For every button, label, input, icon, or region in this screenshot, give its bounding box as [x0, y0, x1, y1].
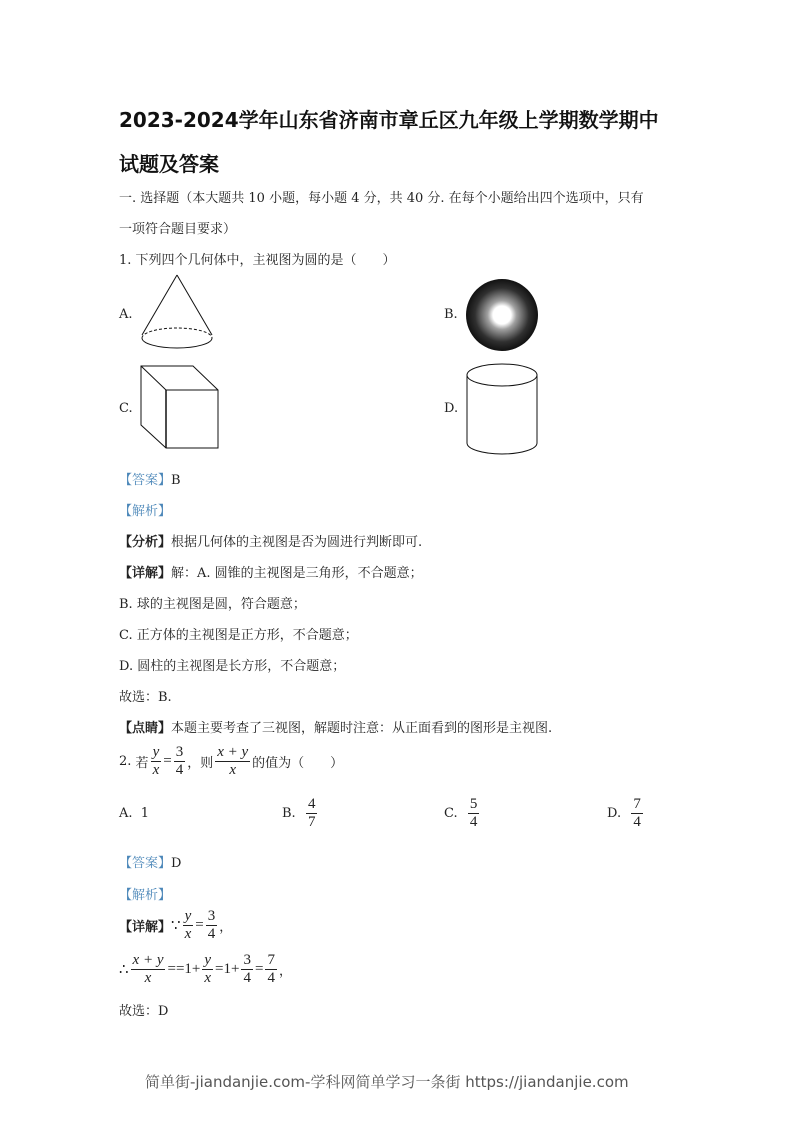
q1-dianjing: [119, 717, 552, 736]
xiangjie-tag: 【详解】: [119, 566, 172, 581]
xiangjie-tag: 【详解】: [119, 920, 172, 935]
option-fraction: $\frac{7}{4}$: [633, 796, 641, 830]
option-b-label: B.: [444, 307, 458, 322]
option-fraction: $\frac{5}{4}$: [469, 796, 478, 830]
question-2-stem: [119, 744, 343, 779]
cone-figure: [138, 272, 218, 356]
stem-prefix: 若: [135, 756, 149, 771]
fenxi-text: 根据几何体的主视图是否为圆进行判断即可.: [171, 535, 423, 550]
question-number: 2.: [119, 754, 132, 769]
q2-option-a: [119, 806, 149, 821]
fraction-target: $\frac{x + y}{x}$: [217, 744, 249, 778]
xiangjie-conclusion: 故选：B.: [119, 690, 172, 705]
fraction-y-over-x: $\frac{y}{x}$: [152, 744, 160, 778]
q2-answer: [119, 852, 181, 871]
fraction: $\frac{3}{4}$: [243, 952, 251, 986]
q1-answer: [119, 469, 181, 488]
equals: =: [195, 917, 204, 933]
xiangjie-line: B. 球的主视图是圆，符合题意；: [119, 597, 306, 612]
dianjing-text: 本题主要考查了三视图，解题时注意：从正面看到的图形是主视图.: [171, 721, 553, 736]
document-title-line2: 试题及答案: [119, 152, 219, 176]
option-label: B.: [282, 806, 296, 821]
option-a-label: A.: [119, 307, 133, 322]
q2-derivation: [119, 952, 292, 987]
question-number: 1.: [119, 253, 132, 268]
page-footer-watermark: 简单街-jiandanjie.com-学科网简单学习一条街 https://jiandanjie.com: [145, 1073, 629, 1091]
q2-option-c: [444, 796, 481, 831]
q1-xiangjie: [119, 562, 423, 581]
xiangjie-line: D. 圆柱的主视图是长方形，不合题意；: [119, 659, 346, 674]
because-symbol: ∵: [171, 918, 181, 934]
stem-suffix: 的值为（ ）: [252, 756, 344, 771]
expression: =: [254, 961, 264, 977]
answer-tag: 【答案】: [119, 473, 172, 488]
question-text: 下列四个几何体中，主视图为圆的是（ ）: [135, 253, 396, 268]
fraction: $\frac{y}{x}$: [184, 908, 192, 942]
section-header-line2: 一项符合题目要求）: [119, 222, 237, 237]
option-label: D.: [607, 806, 622, 821]
punctuation: ，: [278, 964, 292, 979]
q2-option-d: [607, 796, 645, 831]
sphere-figure: [465, 278, 539, 352]
fraction: $\frac{x + y}{x}$: [132, 952, 164, 986]
option-d-label: D.: [444, 401, 459, 416]
punctuation: ，: [219, 920, 233, 935]
q2-conclusion: 故选：D: [119, 1004, 169, 1019]
answer-value: B: [171, 473, 181, 488]
option-label: C.: [444, 806, 458, 821]
option-label: A.: [119, 806, 133, 821]
question-1-stem: [119, 249, 396, 268]
fenxi-tag: 【分析】: [119, 535, 172, 550]
fraction: $\frac{7}{4}$: [267, 952, 275, 986]
answer-value: D: [171, 856, 182, 871]
cylinder-figure: [464, 363, 540, 457]
q2-option-b: [282, 796, 319, 831]
analysis-tag: 【解析】: [119, 504, 172, 519]
answer-tag: 【答案】: [119, 856, 172, 871]
cube-figure: [138, 364, 222, 452]
q2-xiangjie: [119, 908, 232, 943]
option-c-label: C.: [119, 401, 133, 416]
expression: ==1+: [167, 961, 201, 977]
q2-analysis-tag: [119, 884, 171, 903]
fraction: $\frac{y}{x}$: [204, 952, 212, 986]
section-header-line1: 一. 选择题（本大题共 10 小题，每小题 4 分，共 40 分. 在每个小题给出四个选项中，只有: [119, 191, 644, 206]
stem-mid: ，则: [187, 756, 214, 771]
option-value: 1: [140, 806, 150, 821]
fraction-3-over-4: $\frac{3}{4}$: [175, 744, 184, 778]
therefore-symbol: ∴: [119, 962, 129, 978]
analysis-tag: 【解析】: [119, 888, 172, 903]
dianjing-tag: 【点睛】: [119, 721, 172, 736]
fraction: $\frac{3}{4}$: [207, 908, 216, 942]
equals: =: [163, 753, 172, 769]
expression: =1+: [215, 961, 240, 977]
document-title-line1: 2023-2024学年山东省济南市章丘区九年级上学期数学期中: [119, 108, 659, 132]
option-fraction: $\frac{4}{7}$: [307, 796, 316, 830]
xiangjie-line: 解：A. 圆锥的主视图是三角形，不合题意；: [171, 566, 423, 581]
xiangjie-line: C. 正方体的主视图是正方形，不合题意；: [119, 628, 358, 643]
q1-fenxi: [119, 531, 422, 550]
q1-analysis-tag: [119, 500, 171, 519]
